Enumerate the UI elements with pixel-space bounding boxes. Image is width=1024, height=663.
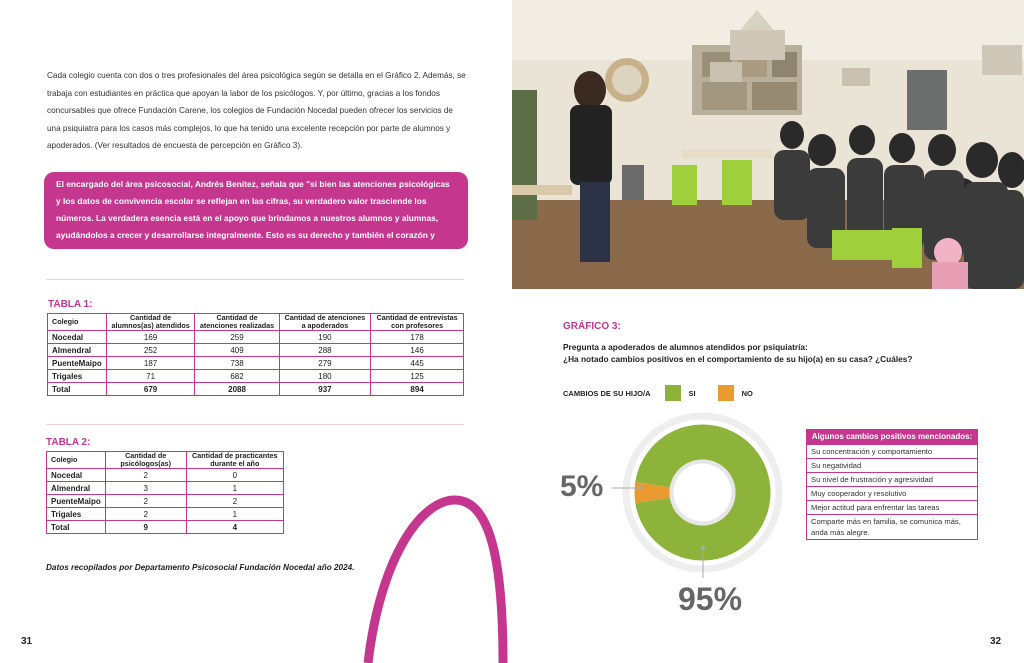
- quote-box: El encargado del área psicosocial, Andrés Benítez, señala que "si bien las atenciones psicológicas y los datos de convivencia escolar se reflejan en las cifras, su verdadero valor trasciende los números. La verdadera esencia está en el apoyo que brindamos a nuestros alumnos y alumnas, ayudándolos a crecer y desarrollarse integralmente. Esto es su derecho y también el corazón y motor de nuestro proyecto educativo.: [44, 172, 468, 249]
- tabla2-label: TABLA 2:: [46, 437, 91, 448]
- table-row-label: Almendral: [48, 344, 107, 357]
- table-cell: 180: [279, 370, 371, 383]
- table-cell: 682: [195, 370, 279, 383]
- table-cell: 2088: [195, 383, 279, 396]
- table-header: Cantidad de alumnos(as) atendidos: [106, 314, 195, 331]
- table-cell: 1: [186, 482, 283, 495]
- table-row-label: Total: [48, 383, 107, 396]
- table-header: Cantidad de psicólogos(as): [105, 452, 186, 469]
- table-cell: 3: [105, 482, 186, 495]
- table-cell: 2: [105, 508, 186, 521]
- table-cell: 125: [371, 370, 464, 383]
- table-cell: 738: [195, 357, 279, 370]
- list-item: Su concentración y comportamiento: [806, 445, 978, 459]
- page-number-right: 32: [990, 636, 1002, 647]
- legend-no-label: NO: [741, 388, 753, 398]
- table-cell: 0: [186, 469, 283, 482]
- table-row-label: Nocedal: [47, 469, 106, 482]
- changes-list: [806, 429, 978, 540]
- tabla1-label: TABLA 1:: [48, 299, 93, 310]
- list-item: Su negatividad: [806, 459, 978, 473]
- table-row-label: Nocedal: [48, 331, 107, 344]
- table-cell: 259: [195, 331, 279, 344]
- table-cell: 1: [186, 508, 283, 521]
- page-number-left: 31: [21, 636, 33, 647]
- table-cell: 169: [106, 331, 195, 344]
- table-cell: 187: [106, 357, 195, 370]
- list-item: Su nivel de frustración y agresividad: [806, 473, 978, 487]
- table-row-label: Almendral: [47, 482, 106, 495]
- list-item: Comparte más en familia, se comunica más, anda más alegre.: [806, 515, 978, 540]
- table-cell: 190: [279, 331, 371, 344]
- pct-si-label: 95%: [678, 581, 743, 617]
- table-cell: 679: [106, 383, 195, 396]
- list-item: Mejor actitud para enfrentar las tareas: [806, 501, 978, 515]
- table-cell: 288: [279, 344, 371, 357]
- legend-si-label: SI: [688, 388, 696, 398]
- table-row-label: PuenteMaipo: [48, 357, 107, 370]
- source-note: Datos recopilados por Departamento Psicosocial Fundación Nocedal año 2024.: [46, 563, 355, 572]
- table-cell: 894: [371, 383, 464, 396]
- table-header: Cantidad de atenciones a apoderados: [279, 314, 371, 331]
- table-header: Colegio: [48, 314, 107, 331]
- table-header: Cantidad de atenciones realizadas: [195, 314, 279, 331]
- table-row-label: Total: [47, 521, 106, 534]
- pct-no-label: 5%: [560, 470, 604, 503]
- table-row-label: PuenteMaipo: [47, 495, 106, 508]
- table-cell: 71: [106, 370, 195, 383]
- table-header: Colegio: [47, 452, 106, 469]
- table-cell: 2: [186, 495, 283, 508]
- grafico3-label: GRÁFICO 3:: [563, 321, 621, 332]
- table-cell: 146: [371, 344, 464, 357]
- table-row-label: Trigales: [47, 508, 106, 521]
- table-cell: 409: [195, 344, 279, 357]
- table-row-label: Trigales: [48, 370, 107, 383]
- legend-title: CAMBIOS DE SU HIJO/A: [563, 388, 651, 398]
- table-cell: 4: [186, 521, 283, 534]
- changes-title: Algunos cambios positivos mencionados:: [806, 429, 978, 445]
- list-item: Muy cooperador y resolutivo: [806, 487, 978, 501]
- table-header: Cantidad de entrevistas con profesores: [371, 314, 464, 331]
- table-cell: 2: [105, 469, 186, 482]
- table-cell: 2: [105, 495, 186, 508]
- table-header: Cantidad de practicantes durante el año: [186, 452, 283, 469]
- table-cell: 937: [279, 383, 371, 396]
- question-line-2: ¿Ha notado cambios positivos en el comportamiento de su hijo(a) en su casa? ¿Cuáles?: [563, 354, 913, 364]
- intro-paragraph: Cada colegio cuenta con dos o tres profesionales del área psicológica según se detalla en el Gráfico 2. Además, se trabaja con estudiantes en práctica que apoyan la labor de los psicólogos. Y, por último, gracias a los fondos concursables que ofrece Fundación Carene, los colegios de Fundación Nocedal pueden ofrecer los servicios de una psiquiatra para los casos más complejos, lo que ha tenido una excelente recepción por parte de alumnos y apoderados. (Ver resultados de encuesta de percepción en Gráfico 3).: [47, 71, 466, 151]
- question-line-1: Pregunta a apoderados de alumnos atendidos por psiquiatría:: [563, 342, 808, 352]
- table-cell: 252: [106, 344, 195, 357]
- table-cell: 178: [371, 331, 464, 344]
- table-cell: 445: [371, 357, 464, 370]
- table-cell: 279: [279, 357, 371, 370]
- table-cell: 9: [105, 521, 186, 534]
